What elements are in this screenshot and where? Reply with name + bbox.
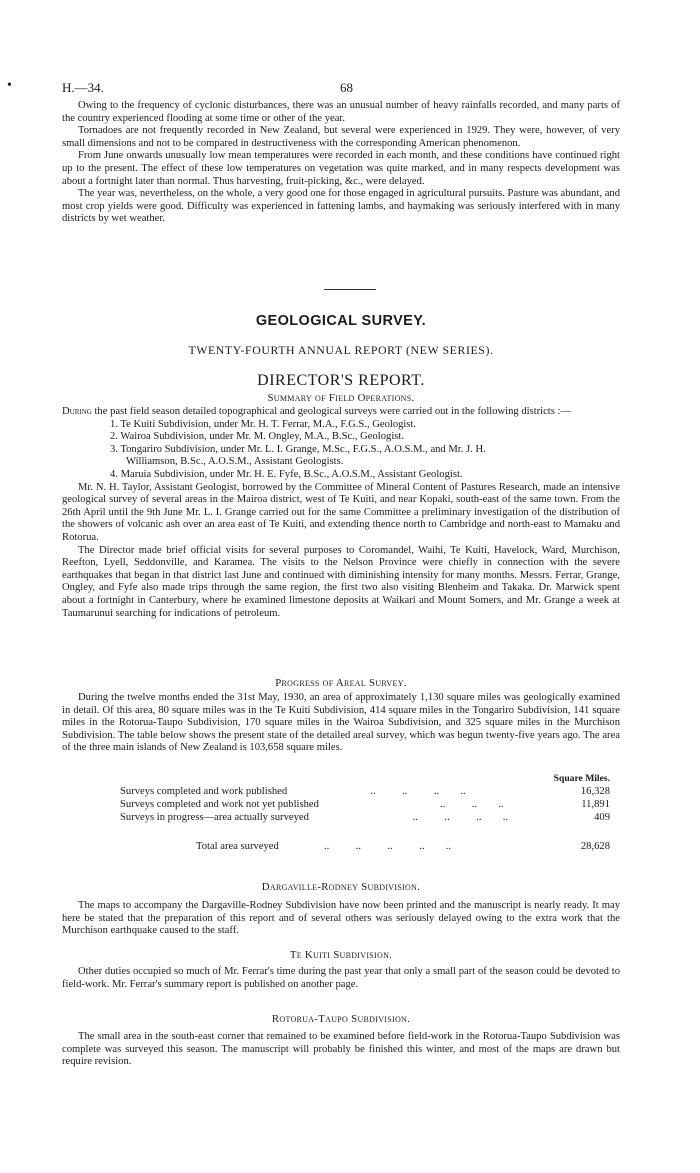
square-miles-header: Square Miles. — [553, 773, 610, 784]
total-label: Total area surveyed — [196, 841, 279, 852]
tekuiti-paragraph: Other duties occupied so much of Mr. Ferrar's time during the past year that only a small part of the season could be devoted to field-work. Mr. Ferrar's summary report is published on another page. — [62, 966, 620, 990]
dargaville-paragraph: The maps to accompany the Dargaville-Rodney Subdivision have now been printed and the manuscript is nearly ready. It may here be stated that the preparation of this report and of several others was seriously delayed owing to the extra work that the Murchison earthquake caused to the staff. — [62, 900, 620, 937]
field-paragraph: Mr. N. H. Taylor, Assistant Geologist, borrowed by the Committee of Mineral Content of Pastures Research, made an intensive geological survey of several areas in the Mairoa district, west of Te Kuiti, and near Kopaki, south-east of the same town. From the 26th April until the 9th June Mr. L. I. Grange carried out for the same Committee a preliminary investigation of the distribution of the showers of volcanic ash over an area east of Te Kuiti, and extending thence north to Cambridge and north-east to Mamaku and Rotorua. — [62, 481, 620, 543]
district-item: 2. Wairoa Subdivision, under Mr. M. Ongley, M.A., B.Sc., Geologist. — [110, 431, 404, 443]
survey-table-row — [120, 786, 610, 799]
tekuiti-section — [62, 966, 620, 991]
row-value: 11,891 — [581, 799, 610, 810]
district-item: 1. Te Kuiti Subdivision, under Mr. H. T. Ferrar, M.A., F.G.S., Geologist. — [110, 418, 417, 430]
intro-lead-word: During — [62, 406, 92, 417]
page-number: 68 — [340, 80, 353, 95]
field-operations-section — [62, 406, 620, 620]
total-value: 28,628 — [580, 841, 610, 852]
row-leader-dots: .. .. .. — [440, 799, 504, 810]
row-leader-dots: .. .. .. .. — [410, 812, 508, 823]
total-leader-dots: .. .. .. .. .. — [316, 841, 452, 852]
row-label: Surveys in progress—area actually surveyed — [120, 812, 309, 823]
areal-survey-section — [62, 692, 620, 755]
survey-total-row — [196, 841, 610, 854]
tekuiti-heading: Te Kuiti Subdivision. — [289, 949, 393, 961]
weather-paragraph: The year was, nevertheless, on the whole, a very good one for those engaged in agricultural pursuits. Pasture was abundant, and most crop yields were good. Difficulty was experienced in fattening lambs, and haymaking was seriously interfered with in many districts by wet weather. — [62, 188, 620, 225]
row-label: Surveys completed and work published — [120, 786, 288, 797]
survey-table-row — [120, 799, 610, 812]
areal-paragraph: During the twelve months ended the 31st May, 1930, an area of approximately 1,130 square miles was geologically examined in detail. Of this area, 80 square miles was in the Te Kuiti Subdivision, 414 square miles in the Tongariro Subdivision, 141 square miles in the Rotorua-Taupo Subdivision, 170 square miles in the Wairoa Subdivision, and 325 square miles in the Murchison Subdivision. The table below shows the present state of the detailed areal survey, which was begun twenty-five years ago. The area of the three main islands of New Zealand is 103,658 square miles. — [62, 692, 620, 754]
summary-heading: Summary of Field Operations. — [267, 392, 415, 404]
district-item-continuation: Williamson, B.Sc., A.O.S.M., Assistant Geologists. — [126, 456, 344, 468]
annual-report-subtitle: TWENTY-FOURTH ANNUAL REPORT (NEW SERIES). — [188, 343, 494, 357]
weather-paragraph: From June onwards unusually low mean temperatures were recorded in each month, and these conditions have continued right up to the present. The effect of these low temperatures on vegetation was quite marked, and in many respects development was about a fortnight later than normal. Thus harvesting, fruit-picking, &c., were delayed. — [62, 150, 620, 187]
survey-table-row — [120, 812, 610, 825]
dargaville-heading: Dargaville-Rodney Subdivision. — [261, 881, 421, 893]
district-item: 3. Tongariro Subdivision, under Mr. L. I. Grange, M.Sc., F.G.S., A.O.S.M., and Mr. J. H. — [110, 443, 486, 455]
district-item: 4. Maruia Subdivision, under Mr. H. E. Fyfe, B.Sc., A.O.S.M., Assistant Geologist. — [110, 468, 463, 480]
dargaville-section — [62, 900, 620, 938]
rotorua-heading: Rotorua-Taupo Subdivision. — [271, 1013, 411, 1025]
intro-text: the past field season detailed topographical and geological surveys were carried out in the following districts :— — [94, 406, 572, 417]
intro-paragraph — [62, 406, 620, 419]
field-paragraph: The Director made brief official visits for several purposes to Coromandel, Waihi, Te Kuiti, Havelock, Ward, Murchison, Reefton, Lyell, Seddonville, and Karamea. The visits to the Nelson Province were chiefly in connection with the severe earthquakes that began in that district last June and continued with diminishing intensity for many months. Messrs. Ferrar, Grange, Ongley, and Fyfe also made trips through the same region, the first two also visiting Blenheim and Takaka. Dr. Marwick spent about a fortnight in Canterbury, where he examined limestone deposits at Waikari and Mount Somers, and Mr. Grange a week at Taumarunui searching for indications of petroleum. — [62, 544, 620, 619]
rotorua-section — [62, 1031, 620, 1069]
weather-paragraph: Owing to the frequency of cyclonic disturbances, there was an unusual number of heavy rainfalls recorded, and many parts of the country experienced flooding at some time or other of the year. — [62, 100, 620, 124]
geological-survey-title: GEOLOGICAL SURVEY. — [255, 313, 427, 329]
row-leader-dots: .. .. .. .. — [365, 786, 466, 797]
row-value: 409 — [594, 812, 610, 823]
weather-section — [62, 100, 620, 226]
rotorua-paragraph: The small area in the south-east corner that remained to be examined before field-work in the Rotorua-Taupo Subdivision was complete was surveyed this season. The manuscript will probably be finished this winter, and most of the maps are drawn but require revision. — [62, 1031, 620, 1068]
directors-report-title: DIRECTOR'S REPORT. — [257, 372, 425, 389]
weather-paragraph: Tornadoes are not frequently recorded in New Zealand, but several were experienced in 1929. They were, however, of very small dimensions and not to be compared in destructiveness with the corresponding American phenomenon. — [62, 125, 620, 149]
margin-bullet: • — [7, 78, 12, 93]
row-value: 16,328 — [580, 786, 610, 797]
section-divider — [324, 289, 376, 290]
page-header — [7, 78, 620, 96]
row-label: Surveys completed and work not yet published — [120, 799, 319, 810]
report-code: H.—34. — [62, 80, 104, 95]
areal-survey-heading: Progress of Areal Survey. — [275, 677, 407, 689]
